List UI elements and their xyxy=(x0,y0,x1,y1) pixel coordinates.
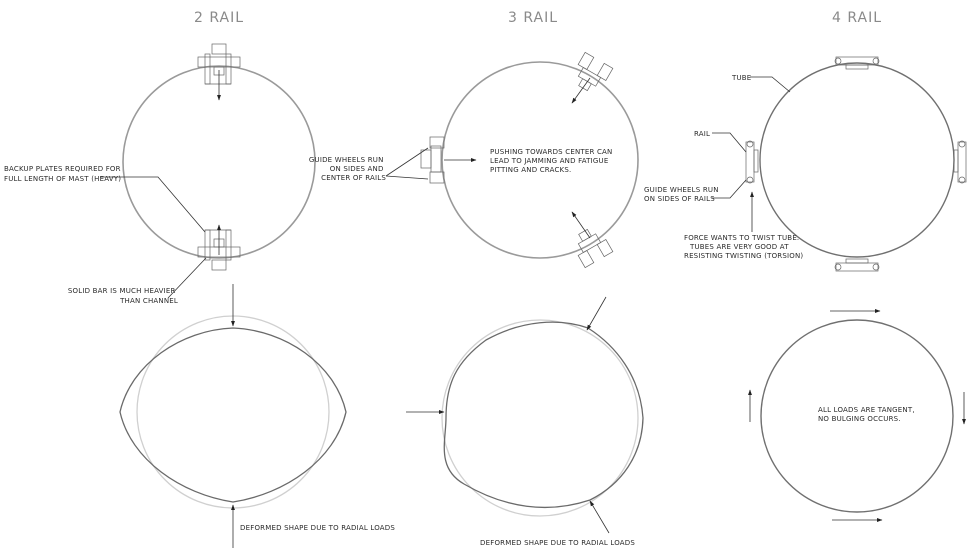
two-rail-original-shape xyxy=(137,316,329,508)
pushing-center-note: PUSHING TOWARDS CENTER CAN LEAD TO JAMMING AND FATIGUE PITTING AND CRACKS. xyxy=(490,148,613,174)
backup-plates-note: BACKUP PLATES REQUIRED FOR FULL LENGTH OF MAST (HEAVY) xyxy=(4,165,122,183)
tangent-loads-note: ALL LOADS ARE TANGENT, NO BULGING OCCURS. xyxy=(818,406,915,423)
four-rail-right-rail xyxy=(954,141,966,183)
backup-plates-leader xyxy=(100,177,205,232)
four-rail-top-section xyxy=(644,57,966,271)
three-rail-original-shape xyxy=(442,320,638,516)
force-twist-note: FORCE WANTS TO TWIST TUBE. TUBES ARE VERY GOOD AT RESISTING TWISTING (TORSION) xyxy=(684,234,804,260)
tube-label: TUBE xyxy=(732,74,752,82)
guide-wheels-note-4-rail: GUIDE WHEELS RUN ON SIDES OF RAILS xyxy=(644,186,719,203)
three-rail-lower-upper-arrow xyxy=(587,297,606,330)
two-rail-top-section xyxy=(4,44,315,305)
guide-wheels-leader-a xyxy=(386,148,428,176)
guide-wheels-leader-b xyxy=(386,176,428,179)
three-rail-upper-right-rail xyxy=(569,52,613,96)
two-rail-deformed-shape xyxy=(120,328,346,502)
rail-leader xyxy=(712,133,746,152)
solid-bar-leader xyxy=(168,258,206,298)
three-rail-left-rail xyxy=(421,137,444,183)
title-3-rail: 3 RAIL xyxy=(507,10,559,26)
deformed-shape-note-3-rail: DEFORMED SHAPE DUE TO RADIAL LOADS xyxy=(480,539,636,547)
deformed-shape-note-2-rail: DEFORMED SHAPE DUE TO RADIAL LOADS xyxy=(240,524,396,532)
solid-bar-note: SOLID BAR IS MUCH HEAVIER THAN CHANNEL xyxy=(67,287,178,305)
two-rail-bottom-section xyxy=(120,284,395,548)
three-rail-deformed-shape xyxy=(444,322,643,507)
three-rail-top-section xyxy=(309,52,638,267)
four-rail-left-rail xyxy=(746,141,758,183)
rail-label: RAIL xyxy=(694,130,711,138)
four-rail-bottom-rail xyxy=(835,259,879,271)
guide-wheels-note-3-rail: GUIDE WHEELS RUN ON SIDES AND CENTER OF RAILS xyxy=(308,156,386,182)
three-rail-lower-load-arrow xyxy=(572,212,590,238)
four-rail-bottom-section xyxy=(750,311,964,520)
tube-leader xyxy=(750,77,790,92)
title-4-rail: 4 RAIL xyxy=(831,10,883,26)
four-rail-tube xyxy=(760,63,954,257)
three-rail-lower-right-rail xyxy=(569,224,613,268)
three-rail-bottom-section xyxy=(406,297,643,547)
title-2-rail: 2 RAIL xyxy=(193,10,245,26)
three-rail-lower-bottom-arrow xyxy=(590,501,609,533)
